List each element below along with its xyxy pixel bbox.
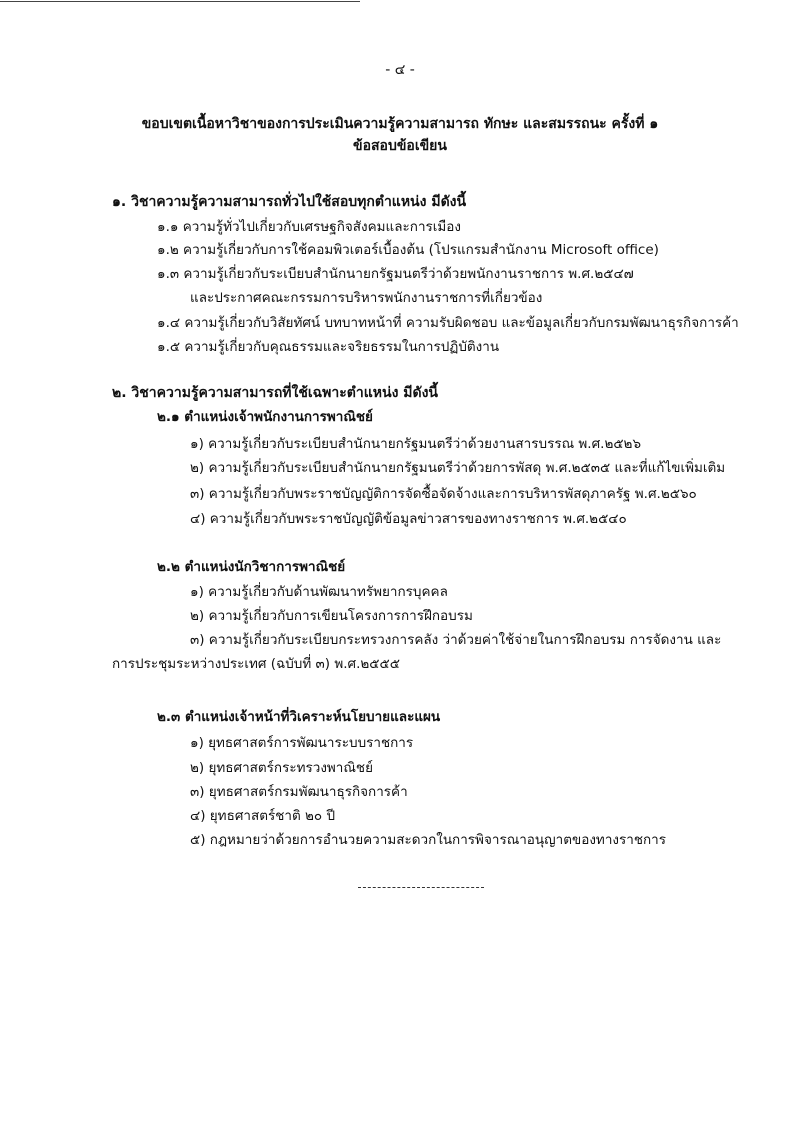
section2-heading: ๒. วิชาความรู้ความสามารถที่ใช้เฉพาะตำแหน่ง มีดังนี้ bbox=[112, 385, 438, 401]
subsection-item: ๑) ยุทธศาสตร์การพัฒนาระบบราชการ bbox=[190, 735, 414, 751]
subsection-item: ๓) ยุทธศาสตร์กรมพัฒนาธุรกิจการค้า bbox=[190, 784, 408, 800]
top-scan-line bbox=[0, 1, 360, 2]
subsection-item-continuation: การประชุมระหว่างประเทศ (ฉบับที่ ๓) พ.ศ.๒๕๕๕ bbox=[112, 656, 400, 672]
end-separator-line bbox=[358, 887, 484, 888]
subsection-heading-2-3: ๒.๓ ตำแหน่งเจ้าหน้าที่วิเคราะห์นโยบายและแผน bbox=[157, 709, 441, 725]
subsection-item: ๔) ความรู้เกี่ยวกับพระราชบัญญัติข้อมูลข่าวสารของทางราชการ พ.ศ.๒๕๔๐ bbox=[190, 511, 627, 527]
document-subtitle: ข้อสอบข้อเขียน bbox=[353, 138, 447, 154]
subsection-heading-2-1: ๒.๑ ตำแหน่งเจ้าพนักงานการพาณิชย์ bbox=[157, 409, 373, 425]
section1-item: ๑.๕ ความรู้เกี่ยวกับคุณธรรมและจริยธรรมในการปฏิบัติงาน bbox=[157, 339, 500, 355]
section1-item: ๑.๓ ความรู้เกี่ยวกับระเบียบสำนักนายกรัฐมนตรีว่าด้วยพนักงานราชการ พ.ศ.๒๕๔๗ bbox=[157, 266, 634, 282]
subsection-item: ๑) ความรู้เกี่ยวกับระเบียบสำนักนายกรัฐมนตรีว่าด้วยงานสารบรรณ พ.ศ.๒๕๒๖ bbox=[190, 436, 642, 452]
subsection-item: ๓) ความรู้เกี่ยวกับระเบียบกระทรวงการคลัง ว่าด้วยค่าใช้จ่ายในการฝึกอบรม การจัดงาน และ bbox=[190, 632, 722, 648]
document-title: ขอบเขตเนื้อหาวิชาของการประเมินความรู้ความสามารถ ทักษะ และสมรรถนะ ครั้งที่ ๑ bbox=[141, 116, 659, 132]
section1-item-continuation: และประกาศคณะกรรมการบริหารพนักงานราชการที่เกี่ยวข้อง bbox=[190, 290, 543, 306]
section1-heading: ๑. วิชาความรู้ความสามารถทั่วไปใช้สอบทุกตำแหน่ง มีดังนี้ bbox=[112, 194, 467, 210]
subsection-item: ๕) กฎหมายว่าด้วยการอำนวยความสะดวกในการพิจารณาอนุญาตของทางราชการ bbox=[190, 832, 666, 848]
subsection-item: ๒) ความรู้เกี่ยวกับการเขียนโครงการการฝึกอบรม bbox=[190, 608, 473, 624]
subsection-item: ๔) ยุทธศาสตร์ชาติ ๒๐ ปี bbox=[190, 808, 336, 824]
page-number: - ๔ - bbox=[385, 62, 415, 78]
section1-item: ๑.๑ ความรู้ทั่วไปเกี่ยวกับเศรษฐกิจสังคมและการเมือง bbox=[157, 219, 461, 235]
subsection-item: ๓) ความรู้เกี่ยวกับพระราชบัญญัติการจัดซื้อจัดจ้างและการบริหารพัสดุภาครัฐ พ.ศ.๒๕๖๐ bbox=[190, 486, 697, 502]
subsection-item: ๒) ยุทธศาสตร์กระทรวงพาณิชย์ bbox=[190, 760, 373, 776]
subsection-item: ๑) ความรู้เกี่ยวกับด้านพัฒนาทรัพยากรบุคคล bbox=[190, 584, 448, 600]
subsection-item: ๒) ความรู้เกี่ยวกับระเบียบสำนักนายกรัฐมนตรีว่าด้วยการพัสดุ พ.ศ.๒๕๓๕ และที่แก้ไขเพิ่มเติม bbox=[190, 460, 726, 476]
section1-item: ๑.๒ ความรู้เกี่ยวกับการใช้คอมพิวเตอร์เบื้องต้น (โปรแกรมสำนักงาน Microsoft office) bbox=[157, 242, 659, 258]
section1-item: ๑.๔ ความรู้เกี่ยวกับวิสัยทัศน์ บทบาทหน้าที่ ความรับผิดชอบ และข้อมูลเกี่ยวกับกรมพัฒนาธุรกิจการค้า bbox=[157, 315, 739, 331]
subsection-heading-2-2: ๒.๒ ตำแหน่งนักวิชาการพาณิชย์ bbox=[157, 559, 346, 575]
